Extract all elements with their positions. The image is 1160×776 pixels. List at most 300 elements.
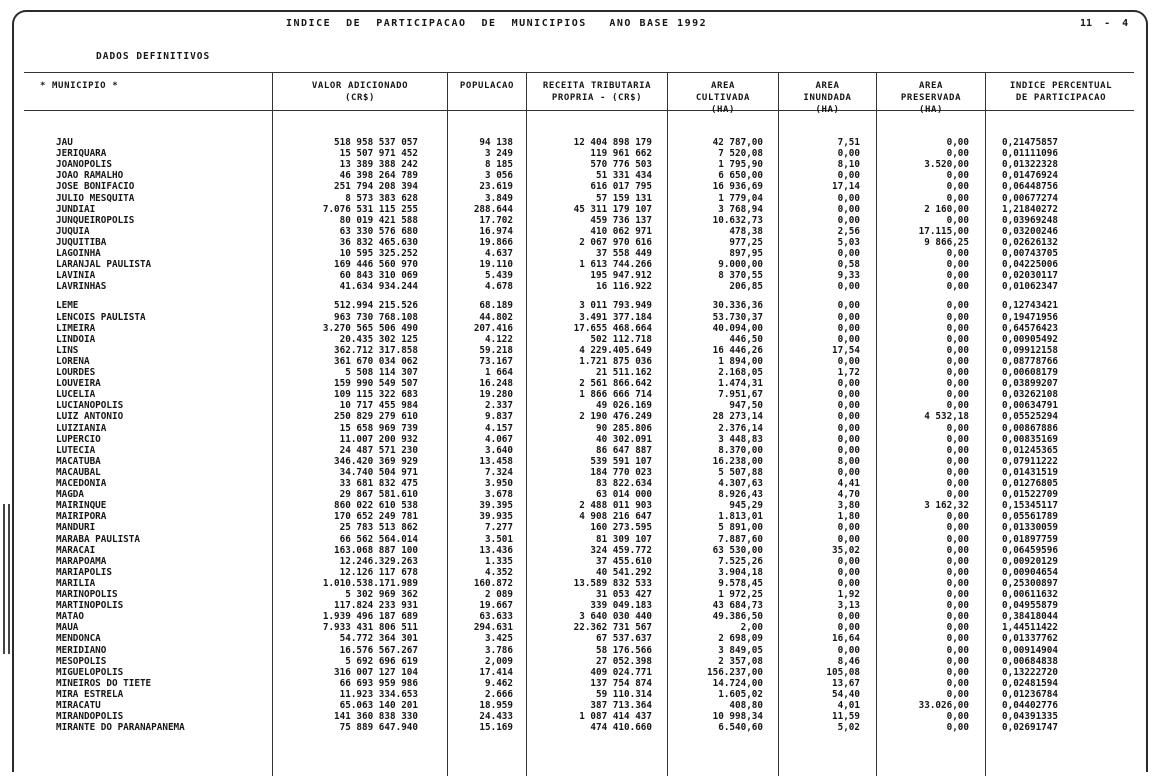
municipio-cell: LIMEIRA <box>56 322 96 334</box>
area-cultivada-cell: 8 370,55 <box>718 270 763 282</box>
area-cultivada-cell: 8.370,00 <box>718 444 763 456</box>
populacao-cell: 2.337 <box>485 400 513 412</box>
municipio-cell: MINEIROS DO TIETE <box>56 677 152 689</box>
report-title: INDICE DE PARTICIPACAO DE MUNICIPIOS ANO BASE 1992 <box>286 18 708 29</box>
valor-adicionado-cell: 5 302 969 362 <box>345 589 418 600</box>
area-preservada-cell: 0,00 <box>946 466 969 478</box>
populacao-cell: 63.633 <box>479 611 513 623</box>
valor-adicionado-cell: 159 990 549 507 <box>334 378 418 390</box>
populacao-cell: 288.644 <box>473 203 513 215</box>
area-preservada-cell: 0,00 <box>946 633 969 645</box>
area-cultivada-cell: 1 972,25 <box>718 589 763 600</box>
area-cultivada-cell: 7.951,67 <box>718 389 763 401</box>
indice-cell: 0,01111096 <box>1002 148 1058 160</box>
area-cultivada-cell: 7 520,08 <box>718 148 763 160</box>
indice-cell: 0,01337762 <box>1002 633 1058 645</box>
column-header-line: (HA) <box>918 105 944 115</box>
area-preservada-cell: 3.520,00 <box>924 159 969 171</box>
populacao-cell: 207.416 <box>473 322 513 334</box>
area-cultivada-cell: 9.578,45 <box>718 577 763 589</box>
area-inundada-cell: 0,00 <box>837 389 860 401</box>
receita-cell: 37 455.610 <box>596 555 652 567</box>
receita-cell: 31 053 427 <box>596 589 652 600</box>
area-preservada-cell: 0,00 <box>946 192 969 204</box>
populacao-cell: 7.324 <box>485 466 513 478</box>
valor-adicionado-cell: 346.420 369 929 <box>334 455 418 467</box>
populacao-cell: 17.414 <box>479 666 513 678</box>
area-inundada-cell: 0,00 <box>837 611 860 623</box>
column-header-cult <box>670 80 776 116</box>
populacao-cell: 9.462 <box>485 677 513 689</box>
receita-cell: 3 011 793.949 <box>579 300 652 312</box>
area-inundada-cell: 0,00 <box>837 203 860 215</box>
valor-adicionado-cell: 60 843 310 069 <box>339 270 418 282</box>
table-row <box>0 389 1160 400</box>
indice-cell: 0,25300897 <box>1002 577 1058 589</box>
area-preservada-cell: 0,00 <box>946 522 969 534</box>
indice-cell: 0,03899207 <box>1002 378 1058 390</box>
populacao-cell: 44.802 <box>479 311 513 323</box>
area-cultivada-cell: 156.237,00 <box>707 666 763 678</box>
valor-adicionado-cell: 7.076 531 115 255 <box>322 203 418 215</box>
municipio-cell: LARANJAL PAULISTA <box>56 259 152 271</box>
area-preservada-cell: 0,00 <box>946 722 969 734</box>
area-preservada-cell: 0,00 <box>946 248 969 259</box>
populacao-cell: 24.433 <box>479 711 513 723</box>
municipio-cell: MAGDA <box>56 489 84 501</box>
valor-adicionado-cell: 25 783 513 862 <box>339 522 418 534</box>
area-cultivada-cell: 16 936,69 <box>712 181 763 193</box>
table-row <box>0 367 1160 378</box>
column-header-line: PROPRIA - (CR$) <box>551 93 643 103</box>
receita-cell: 1 866 666 714 <box>579 389 652 401</box>
table-row <box>0 226 1160 237</box>
indice-cell: 0,01476924 <box>1002 170 1058 182</box>
area-cultivada-cell: 1.474,31 <box>718 378 763 390</box>
area-inundada-cell: 13,67 <box>832 677 860 689</box>
municipio-cell: JERIQUARA <box>56 148 107 160</box>
receita-cell: 184 770 023 <box>590 466 652 478</box>
valor-adicionado-cell: 24 487 571 230 <box>339 444 418 456</box>
area-cultivada-cell: 897,95 <box>729 248 763 259</box>
valor-adicionado-cell: 1.939 496 187 689 <box>322 611 418 623</box>
area-inundada-cell: 0,00 <box>837 400 860 412</box>
table-row <box>0 678 1160 689</box>
populacao-cell: 73.167 <box>479 355 513 367</box>
municipio-cell: MACAUBAL <box>56 466 101 478</box>
valor-adicionado-cell: 163.068 887 100 <box>334 544 418 556</box>
area-cultivada-cell: 42 787,00 <box>712 137 763 148</box>
populacao-cell: 18.959 <box>479 700 513 711</box>
populacao-cell: 160.872 <box>473 577 513 589</box>
populacao-cell: 15.169 <box>479 722 513 734</box>
populacao-cell: 3.678 <box>485 489 513 501</box>
indice-cell: 0,04402776 <box>1002 700 1058 711</box>
area-cultivada-cell: 977,25 <box>729 236 763 248</box>
indice-cell: 0,03969248 <box>1002 214 1058 226</box>
area-cultivada-cell: 3 849,05 <box>718 644 763 656</box>
municipio-cell: MARTINOPOLIS <box>56 600 124 612</box>
municipio-cell: LINS <box>56 344 79 356</box>
area-preservada-cell: 0,00 <box>946 259 969 271</box>
indice-cell: 0,01897759 <box>1002 533 1058 545</box>
municipio-cell: MIGUELOPOLIS <box>56 666 124 678</box>
receita-cell: 63 014 000 <box>596 489 652 501</box>
indice-cell: 0,07911222 <box>1002 455 1058 467</box>
area-inundada-cell: 0,00 <box>837 422 860 434</box>
populacao-cell: 5.439 <box>485 270 513 282</box>
area-inundada-cell: 17,54 <box>832 344 860 356</box>
area-preservada-cell: 0,00 <box>946 489 969 501</box>
indice-cell: 0,19471956 <box>1002 311 1058 323</box>
receita-cell: 387 713.364 <box>590 700 652 711</box>
area-preservada-cell: 0,00 <box>946 367 969 378</box>
indice-cell: 0,09912158 <box>1002 344 1058 356</box>
populacao-cell: 7.277 <box>485 522 513 534</box>
area-inundada-cell: 17,14 <box>832 181 860 193</box>
indice-cell: 0,01245365 <box>1002 444 1058 456</box>
municipio-cell: MARINOPOLIS <box>56 589 118 600</box>
column-header-inund <box>781 80 874 116</box>
area-inundada-cell: 5,03 <box>837 236 860 248</box>
valor-adicionado-cell: 10 717 455 984 <box>339 400 418 412</box>
valor-adicionado-cell: 109 115 322 683 <box>334 389 418 401</box>
column-header-pres <box>879 80 983 116</box>
area-preservada-cell: 0,00 <box>946 333 969 345</box>
populacao-cell: 16.248 <box>479 378 513 390</box>
populacao-cell: 19.280 <box>479 389 513 401</box>
page-number: 11 - 4 <box>1080 18 1129 29</box>
indice-cell: 1,21840272 <box>1002 203 1058 215</box>
table-row <box>0 689 1160 700</box>
area-inundada-cell: 2,56 <box>837 225 860 237</box>
area-cultivada-cell: 28 273,14 <box>712 411 763 423</box>
municipio-cell: JAU <box>56 137 73 148</box>
area-cultivada-cell: 16.238,00 <box>712 455 763 467</box>
table-row <box>0 181 1160 192</box>
area-inundada-cell: 0,00 <box>837 192 860 204</box>
area-cultivada-cell: 43 684,73 <box>712 600 763 612</box>
table-row <box>0 215 1160 226</box>
municipio-cell: MACEDONIA <box>56 478 107 489</box>
receita-cell: 3.491 377.184 <box>579 311 652 323</box>
area-cultivada-cell: 10 998,34 <box>712 711 763 723</box>
column-header-line: VALOR ADICIONADO <box>311 81 409 91</box>
area-preservada-cell: 0,00 <box>946 344 969 356</box>
table-row <box>0 334 1160 345</box>
area-preservada-cell: 4 532,18 <box>924 411 969 423</box>
indice-cell: 0,00608179 <box>1002 367 1058 378</box>
table-row <box>0 589 1160 600</box>
indice-cell: 0,02691747 <box>1002 722 1058 734</box>
populacao-cell: 3.786 <box>485 644 513 656</box>
area-cultivada-cell: 5 891,00 <box>718 522 763 534</box>
area-preservada-cell: 0,00 <box>946 422 969 434</box>
valor-adicionado-cell: 41.634 934.244 <box>339 281 418 293</box>
table-row <box>0 445 1160 456</box>
area-preservada-cell: 0,00 <box>946 148 969 160</box>
area-preservada-cell: 0,00 <box>946 655 969 667</box>
indice-cell: 0,00611632 <box>1002 589 1058 600</box>
valor-adicionado-cell: 15 507 971 452 <box>339 148 418 160</box>
area-cultivada-cell: 6 650,00 <box>718 170 763 182</box>
area-inundada-cell: 105,08 <box>826 666 860 678</box>
table-row <box>0 567 1160 578</box>
receita-cell: 410 062 971 <box>590 225 652 237</box>
valor-adicionado-cell: 1.010.538.171.989 <box>322 577 418 589</box>
table-row <box>0 722 1160 733</box>
area-preservada-cell: 0,00 <box>946 688 969 700</box>
populacao-cell: 2,009 <box>485 655 513 667</box>
receita-cell: 83 822.634 <box>596 478 652 489</box>
municipio-cell: MIRA ESTRELA <box>56 688 124 700</box>
area-cultivada-cell: 1.813,01 <box>718 511 763 523</box>
area-preservada-cell: 0,00 <box>946 355 969 367</box>
area-cultivada-cell: 63 530,00 <box>712 544 763 556</box>
column-header-rec <box>529 80 665 104</box>
municipio-cell: MACATUBA <box>56 455 101 467</box>
valor-adicionado-cell: 7.933 431 806 511 <box>322 622 418 634</box>
receita-cell: 616 017 795 <box>590 181 652 193</box>
indice-cell: 0,00914904 <box>1002 644 1058 656</box>
receita-cell: 21 511.162 <box>596 367 652 378</box>
area-preservada-cell: 0,00 <box>946 378 969 390</box>
area-preservada-cell: 0,00 <box>946 711 969 723</box>
municipio-cell: JUQUITIBA <box>56 236 107 248</box>
area-preservada-cell: 0,00 <box>946 300 969 312</box>
municipio-cell: LOUVEIRA <box>56 378 101 390</box>
receita-cell: 2 190 476.249 <box>579 411 652 423</box>
table-row <box>0 281 1160 292</box>
populacao-cell: 4.067 <box>485 433 513 445</box>
valor-adicionado-cell: 5 692 696 619 <box>345 655 418 667</box>
area-preservada-cell: 0,00 <box>946 478 969 489</box>
receita-cell: 1 087 414 437 <box>579 711 652 723</box>
table-row <box>0 137 1160 148</box>
valor-adicionado-cell: 63 330 576 680 <box>339 225 418 237</box>
receita-cell: 409 024.771 <box>590 666 652 678</box>
valor-adicionado-cell: 34.740 504 971 <box>339 466 418 478</box>
area-cultivada-cell: 30.336,36 <box>712 300 763 312</box>
area-preservada-cell: 0,00 <box>946 611 969 623</box>
populacao-cell: 23.619 <box>479 181 513 193</box>
area-preservada-cell: 0,00 <box>946 322 969 334</box>
area-cultivada-cell: 478,38 <box>729 225 763 237</box>
valor-adicionado-cell: 316 007 127 104 <box>334 666 418 678</box>
populacao-cell: 16.974 <box>479 225 513 237</box>
report-subtitle: DADOS DEFINITIVOS <box>96 51 211 62</box>
municipio-cell: MENDONCA <box>56 633 101 645</box>
indice-cell: 0,00835169 <box>1002 433 1058 445</box>
area-preservada-cell: 0,00 <box>946 566 969 578</box>
area-preservada-cell: 0,00 <box>946 511 969 523</box>
indice-cell: 0,13222720 <box>1002 666 1058 678</box>
valor-adicionado-cell: 169 446 560 970 <box>334 259 418 271</box>
receita-cell: 12 404 898 179 <box>573 137 652 148</box>
area-inundada-cell: 3,80 <box>837 500 860 512</box>
municipio-cell: JUQUIA <box>56 225 90 237</box>
receita-cell: 58 176.566 <box>596 644 652 656</box>
area-cultivada-cell: 16 446,26 <box>712 344 763 356</box>
receita-cell: 4 908 216 647 <box>579 511 652 523</box>
populacao-cell: 4.122 <box>485 333 513 345</box>
indice-cell: 0,02481594 <box>1002 677 1058 689</box>
populacao-cell: 2 089 <box>485 589 513 600</box>
valor-adicionado-cell: 963 730 768.108 <box>334 311 418 323</box>
table-row <box>0 711 1160 722</box>
receita-cell: 1 613 744.266 <box>579 259 652 271</box>
table-row <box>0 312 1160 323</box>
table-row <box>0 270 1160 281</box>
populacao-cell: 3.849 <box>485 192 513 204</box>
receita-cell: 22.362 731 567 <box>573 622 652 634</box>
populacao-cell: 3.950 <box>485 478 513 489</box>
table-row <box>0 193 1160 204</box>
valor-adicionado-cell: 75 889 647.940 <box>339 722 418 734</box>
area-inundada-cell: 0,00 <box>837 433 860 445</box>
area-preservada-cell: 0,00 <box>946 555 969 567</box>
area-cultivada-cell: 10.632,73 <box>712 214 763 226</box>
area-inundada-cell: 0,00 <box>837 333 860 345</box>
area-preservada-cell: 3 162,32 <box>924 500 969 512</box>
indice-cell: 0,01431519 <box>1002 466 1058 478</box>
populacao-cell: 68.189 <box>479 300 513 312</box>
valor-adicionado-cell: 33 681 832 475 <box>339 478 418 489</box>
municipio-cell: MIRANDOPOLIS <box>56 711 124 723</box>
header-top-rule <box>24 72 1134 73</box>
area-inundada-cell: 0,00 <box>837 148 860 160</box>
column-header-line: AREA <box>710 81 736 91</box>
indice-cell: 0,00743705 <box>1002 248 1058 259</box>
indice-cell: 0,01276805 <box>1002 478 1058 489</box>
area-inundada-cell: 16,64 <box>832 633 860 645</box>
column-header-valor <box>275 80 445 104</box>
populacao-cell: 17.702 <box>479 214 513 226</box>
column-header-line: INDICE PERCENTUAL <box>1009 81 1113 91</box>
indice-cell: 0,05525294 <box>1002 411 1058 423</box>
valor-adicionado-cell: 29 867 581.610 <box>339 489 418 501</box>
valor-adicionado-cell: 3.270 565 506 490 <box>322 322 418 334</box>
populacao-cell: 19.110 <box>479 259 513 271</box>
municipio-cell: LORENA <box>56 355 90 367</box>
area-cultivada-cell: 1 894,00 <box>718 355 763 367</box>
area-inundada-cell: 0,00 <box>837 248 860 259</box>
valor-adicionado-cell: 518 958 537 057 <box>334 137 418 148</box>
area-inundada-cell: 0,00 <box>837 322 860 334</box>
indice-cell: 0,64576423 <box>1002 322 1058 334</box>
column-header-line: CULTIVADA <box>695 93 751 103</box>
area-preservada-cell: 2 160,00 <box>924 203 969 215</box>
populacao-cell: 1 664 <box>485 367 513 378</box>
receita-cell: 27 052.398 <box>596 655 652 667</box>
table-row <box>0 522 1160 533</box>
populacao-cell: 3.425 <box>485 633 513 645</box>
area-preservada-cell: 0,00 <box>946 281 969 293</box>
valor-adicionado-cell: 117.824 233 931 <box>334 600 418 612</box>
receita-cell: 195 947.912 <box>590 270 652 282</box>
receita-cell: 119 961 662 <box>590 148 652 160</box>
area-inundada-cell: 8,10 <box>837 159 860 171</box>
receita-cell: 51 331 434 <box>596 170 652 182</box>
table-row <box>0 378 1160 389</box>
municipio-cell: LOURDES <box>56 367 96 378</box>
indice-cell: 0,04391335 <box>1002 711 1058 723</box>
column-header-line: RECEITA TRIBUTARIA <box>542 81 652 91</box>
table-row <box>0 633 1160 644</box>
receita-cell: 474 410.660 <box>590 722 652 734</box>
table-row <box>0 356 1160 367</box>
populacao-cell: 4.157 <box>485 422 513 434</box>
area-cultivada-cell: 1 779,04 <box>718 192 763 204</box>
table-row <box>0 323 1160 334</box>
table-row <box>0 204 1160 215</box>
area-inundada-cell: 7,51 <box>837 137 860 148</box>
municipio-cell: MANDURI <box>56 522 96 534</box>
populacao-cell: 3.501 <box>485 533 513 545</box>
indice-cell: 0,03262108 <box>1002 389 1058 401</box>
receita-cell: 16 116.922 <box>596 281 652 293</box>
receita-cell: 90 285.806 <box>596 422 652 434</box>
municipio-cell: JOSE BONIFACIO <box>56 181 135 193</box>
table-row <box>0 259 1160 270</box>
table-row <box>0 667 1160 678</box>
area-preservada-cell: 0,00 <box>946 400 969 412</box>
valor-adicionado-cell: 20.435 302 125 <box>339 333 418 345</box>
receita-cell: 4 229.405.649 <box>579 344 652 356</box>
area-cultivada-cell: 947,50 <box>729 400 763 412</box>
indice-cell: 0,02030117 <box>1002 270 1058 282</box>
valor-adicionado-cell: 12.126 117 678 <box>339 566 418 578</box>
area-cultivada-cell: 4.307,63 <box>718 478 763 489</box>
area-cultivada-cell: 2.168,05 <box>718 367 763 378</box>
valor-adicionado-cell: 54.772 364 301 <box>339 633 418 645</box>
indice-cell: 0,02626132 <box>1002 236 1058 248</box>
valor-adicionado-cell: 5 508 114 307 <box>345 367 418 378</box>
area-inundada-cell: 0,00 <box>837 522 860 534</box>
area-inundada-cell: 0,58 <box>837 259 860 271</box>
municipio-cell: LUIZIANIA <box>56 422 107 434</box>
area-inundada-cell: 54,40 <box>832 688 860 700</box>
populacao-cell: 4.352 <box>485 566 513 578</box>
municipio-cell: MARILIA <box>56 577 96 589</box>
municipio-cell: MATAO <box>56 611 84 623</box>
column-header-ind <box>988 80 1134 104</box>
municipio-cell: LUCELIA <box>56 389 96 401</box>
indice-cell: 0,05561789 <box>1002 511 1058 523</box>
area-inundada-cell: 0,00 <box>837 214 860 226</box>
receita-cell: 37 558 449 <box>596 248 652 259</box>
valor-adicionado-cell: 141 360 838 330 <box>334 711 418 723</box>
valor-adicionado-cell: 13 389 388 242 <box>339 159 418 171</box>
municipio-cell: MARABA PAULISTA <box>56 533 140 545</box>
table-row <box>0 511 1160 522</box>
table-row <box>0 300 1160 311</box>
populacao-cell: 3.640 <box>485 444 513 456</box>
area-cultivada-cell: 49.386,50 <box>712 611 763 623</box>
area-cultivada-cell: 3 448,83 <box>718 433 763 445</box>
populacao-cell: 1.335 <box>485 555 513 567</box>
area-inundada-cell: 5,02 <box>837 722 860 734</box>
valor-adicionado-cell: 362.712 317.858 <box>334 344 418 356</box>
municipio-cell: JOANOPOLIS <box>56 159 112 171</box>
municipio-cell: LAVINIA <box>56 270 96 282</box>
receita-cell: 2 488 011 903 <box>579 500 652 512</box>
indice-cell: 0,00904654 <box>1002 566 1058 578</box>
table-row <box>0 700 1160 711</box>
column-header-line: AREA <box>918 81 944 91</box>
table-row <box>0 237 1160 248</box>
receita-cell: 324 459.772 <box>590 544 652 556</box>
